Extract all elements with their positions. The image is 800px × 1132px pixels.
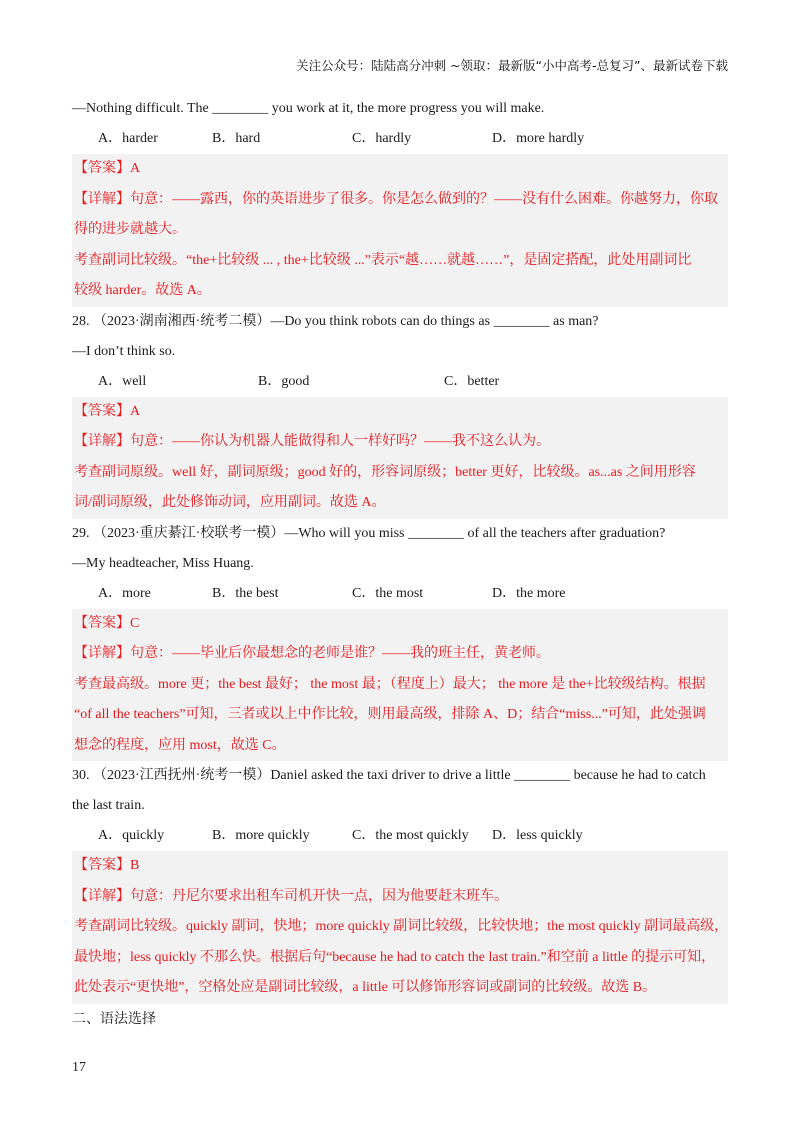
- q29-stem: 29. （2023·重庆綦江·校联考一模）—Who will you miss ________ of all the teachers after graduation?: [72, 525, 666, 541]
- q27-detail-3: 考查副词比较级。“the+比较级 ... , the+比较级 ...”表示“越……就越……”，是固定搭配，此处用副词比: [74, 252, 692, 268]
- q29-options: [72, 579, 728, 609]
- q30-options: [72, 821, 728, 851]
- q30-option-d: D．less quickly: [492, 828, 583, 843]
- q30-detail-2: 考查副词比较级。quickly 副词，快地；more quickly 副词比较级，比较快地；the most quickly 副词最高级，: [74, 919, 729, 934]
- q29-detail-3: “of all the teachers”可知，三者或以上中作比较，则用最高级，排除 A、D；结合“miss...”可知，此处强调: [74, 707, 706, 722]
- q28-option-b: B．good: [258, 373, 310, 389]
- q28-options: [72, 367, 728, 397]
- q28-option-c: C．better: [444, 373, 500, 389]
- q30-option-a: A．quickly: [98, 828, 165, 843]
- q28-stem: 28. （2023·湖南湘西·统考二模）—Do you think robots can do things as ________ as man?: [72, 313, 599, 329]
- page-content: [72, 94, 728, 1034]
- q28-reply: —I don’t think so.: [72, 343, 176, 359]
- q28-detail-3: 词/副词原级，此处修饰动词，应用副词。故选 A。: [74, 495, 386, 510]
- q27-option-d: D．more hardly: [492, 131, 585, 146]
- q29-option-a: A．more: [98, 585, 151, 601]
- q28-detail-1: 【详解】句意：——你认为机器人能做得和人一样好吗？——我不这么认为。: [74, 434, 550, 449]
- q30-detail-1: 【详解】句意：丹尼尔要求出租车司机开快一点，因为他要赶末班车。: [74, 888, 508, 904]
- q28-detail-2: 考查副词原级。well 好，副词原级；good 好的，形容词原级；better 更好，比较级。as...as 之间用形容: [74, 464, 696, 480]
- q30-detail-4: 此处表示“更快地”，空格处应是副词比较级，a little 可以修饰形容词或副词的比较级。故选 B。: [74, 980, 657, 995]
- q29-reply: —My headteacher, Miss Huang.: [72, 555, 254, 571]
- q30-stem: 30. （2023·江西抚州·统考一模）Daniel asked the taxi driver to drive a little ________ because he had to catch: [72, 768, 706, 783]
- q30-option-c: C．the most quickly: [352, 828, 469, 843]
- q29-option-c: C．the most: [352, 585, 424, 601]
- q30-detail-3: 最快地；less quickly 不那么快。根据后句“because he had to catch the last train.”和空前 a little 的提示可知，: [74, 949, 716, 965]
- q27-options: [72, 124, 728, 154]
- q28-answer: 【答案】A: [74, 403, 141, 419]
- q27-lead: —Nothing difficult. The ________ you work at it, the more progress you will make.: [72, 101, 545, 116]
- q30-solution: [72, 851, 728, 1004]
- page-header: 关注公众号：陆陆高分冲刺 ~领取：最新版“小中高考-总复习”、最新试卷下载: [296, 58, 728, 73]
- q27-detail-1: 【详解】句意：——露西，你的英语进步了很多。你是怎么做到的？——没有什么困难。你越努力，你取: [74, 191, 718, 207]
- q29-solution: [72, 609, 728, 762]
- q27-option-b: B．hard: [212, 131, 261, 146]
- q29-answer: 【答案】C: [74, 615, 140, 631]
- q29-option-d: D．the more: [492, 585, 566, 601]
- q29-detail-4: 想念的程度，应用 most，故选 C。: [74, 737, 286, 753]
- q27-solution: [72, 154, 728, 307]
- q27-detail-2: 得的进步就越大。: [74, 222, 186, 237]
- q29-option-b: B．the best: [212, 585, 279, 601]
- q27-detail-4: 较级 harder。故选 A。: [74, 283, 211, 298]
- q30-stem-continued: the last train.: [72, 798, 145, 813]
- q29-detail-1: 【详解】句意：——毕业后你最想念的老师是谁？——我的班主任，黄老师。: [74, 646, 550, 661]
- q27-answer: 【答案】A: [74, 161, 141, 176]
- q27-option-a: A．harder: [98, 131, 158, 146]
- q28-option-a: A．well: [98, 373, 147, 389]
- page-number: 17: [72, 1060, 86, 1075]
- q29-detail-2: 考查最高级。more 更；the best 最好； the most 最；（程度上）最大； the more 是 the+比较级结构。根据: [74, 676, 706, 692]
- section-title: 二、语法选择: [72, 1010, 156, 1027]
- q28-solution: [72, 397, 728, 519]
- q27-option-c: C．hardly: [352, 131, 412, 146]
- q30-option-b: B．more quickly: [212, 828, 310, 843]
- q30-answer: 【答案】B: [74, 858, 140, 873]
